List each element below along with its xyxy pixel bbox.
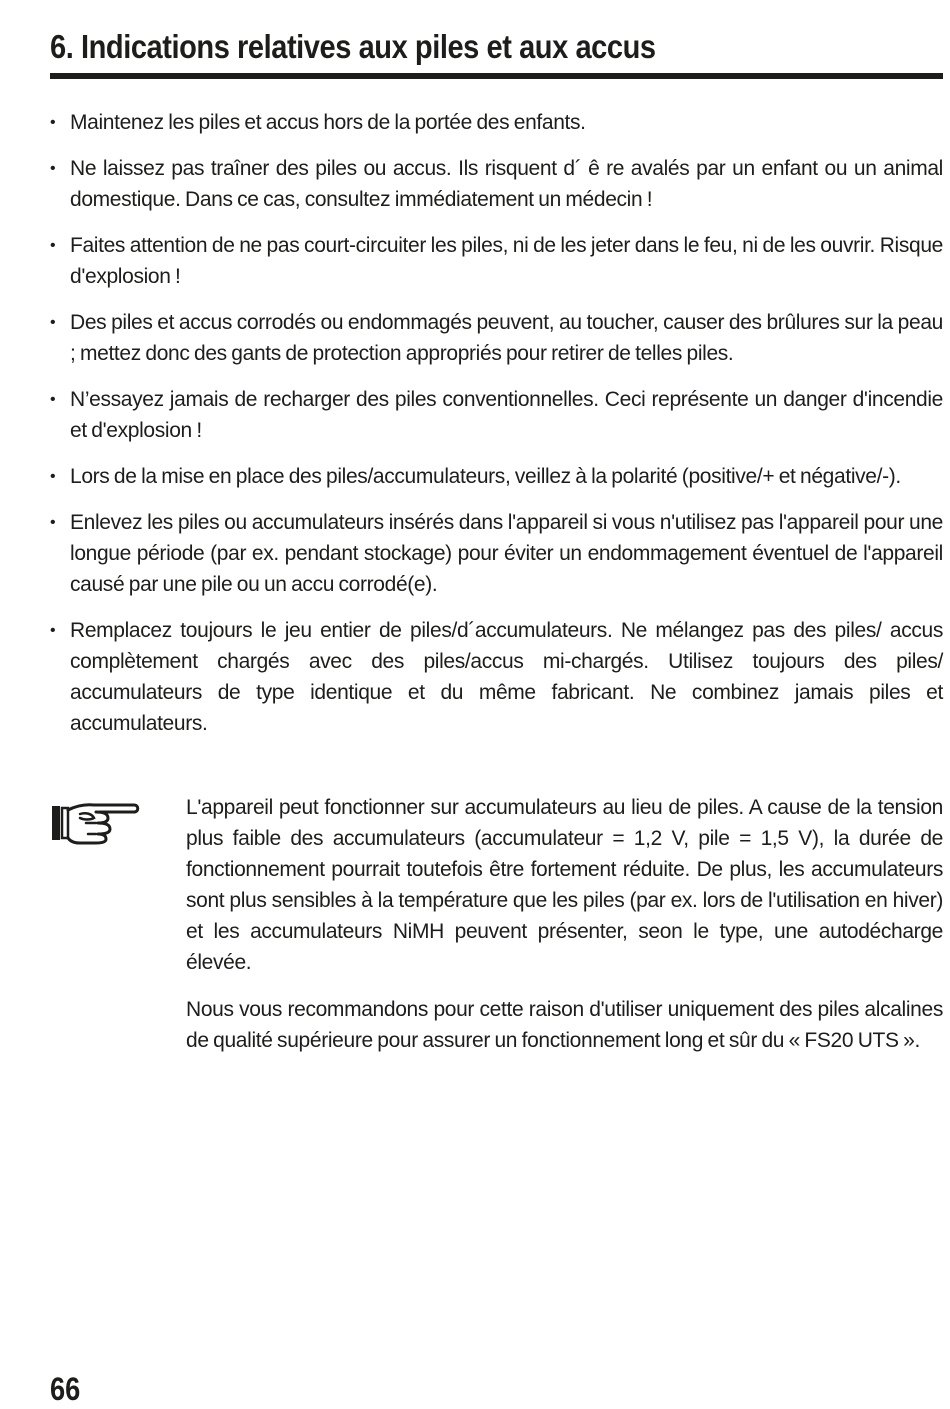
list-item-text: Maintenez les piles et accus hors de la portée des enfants. bbox=[70, 111, 586, 134]
bullet-icon: • bbox=[50, 468, 56, 485]
list-item bbox=[50, 384, 943, 446]
battery-note bbox=[186, 792, 943, 1072]
bullet-icon: • bbox=[50, 391, 56, 408]
list-item bbox=[50, 461, 943, 492]
list-item-text: N’essayez jamais de recharger des piles conventionnelles. Ceci représente un danger d'incendie et d'explosion ! bbox=[70, 388, 943, 442]
bullet-icon: • bbox=[50, 237, 56, 254]
note-paragraph: L'appareil peut fonctionner sur accumulateurs au lieu de piles. A cause de la tension plus faible des accumulateurs (accumulateur = 1,2 V, pile = 1,5 V), la durée de fonctionnement pourrait toutefois être fortement réduite. De plus, les accumulateurs sont plus sensibles à la température que les piles (par ex. lors de l'utilisation en hiver) et les accumulateurs NiMH peuvent présenter, seon le type, une autodécharge élevée. bbox=[186, 796, 943, 974]
bullet-icon: • bbox=[50, 622, 56, 639]
note-paragraph: Nous vous recommandons pour cette raison d'utiliser uniquement des piles alcalines de qualité supérieure pour assurer un fonctionnement long et sûr du « FS20 UTS ». bbox=[186, 998, 943, 1052]
bullet-icon: • bbox=[50, 514, 56, 531]
list-item bbox=[50, 507, 943, 600]
list-item-text: Remplacez toujours le jeu entier de piles/d´accumulateurs. Ne mélangez pas des piles/ accus complètement chargés avec des piles/accus mi-chargés. Utilisez toujours des piles/ accumulateurs de type identique et du même fabricant. Ne combinez jamais piles et accumulateurs. bbox=[70, 619, 943, 735]
bullet-icon: • bbox=[50, 160, 56, 177]
bullet-icon: • bbox=[50, 114, 56, 131]
list-item-text: Des piles et accus corrodés ou endommagés peuvent, au toucher, causer des brûlures sur la peau ; mettez donc des gants de protection appropriés pour retirer de telles piles. bbox=[70, 311, 943, 365]
bullet-icon: • bbox=[50, 314, 56, 331]
list-item bbox=[50, 153, 943, 215]
list-item bbox=[50, 615, 943, 739]
list-item-text: Ne laissez pas traîner des piles ou accus. Ils risquent d´ ê re avalés par un enfant ou un animal domestique. Dans ce cas, consultez immédiatement un médecin ! bbox=[70, 157, 943, 211]
list-item-text: Faites attention de ne pas court-circuiter les piles, ni de les jeter dans le feu, ni de les ouvrir. Risque d'explosion ! bbox=[70, 234, 943, 288]
list-item bbox=[50, 107, 943, 138]
list-item-text: Lors de la mise en place des piles/accumulateurs, veillez à la polarité (positive/+ et négative/-). bbox=[70, 465, 901, 488]
battery-instructions-list bbox=[50, 107, 943, 754]
list-item-text: Enlevez les piles ou accumulateurs insérés dans l'appareil si vous n'utilisez pas l'appareil pour une longue période (par ex. pendant stockage) pour éviter un endommagement éventuel de l'appareil causé par une pile ou un accu corrodé(e). bbox=[70, 511, 943, 596]
pointing-hand-icon bbox=[50, 800, 140, 846]
list-item bbox=[50, 230, 943, 292]
title-underline bbox=[50, 73, 943, 79]
page-number: 66 bbox=[50, 1371, 81, 1407]
page-title: 6. Indications relatives aux piles et aux accus bbox=[50, 28, 656, 65]
list-item bbox=[50, 307, 943, 369]
